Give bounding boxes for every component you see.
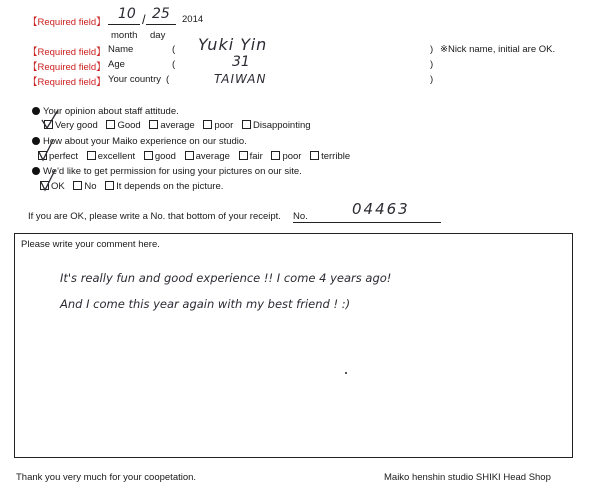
country-required-label: 【Required field】 [28, 77, 106, 88]
receipt-instruction: If you are OK, please write a No. that bottom of your receipt. [28, 211, 281, 222]
receipt-no-label: No. [293, 211, 308, 222]
name-close-paren: ) [430, 44, 434, 55]
checkbox-icon[interactable] [87, 151, 96, 160]
date-month-value: 10 [118, 6, 136, 22]
checkbox-icon[interactable] [239, 151, 248, 160]
age-close-paren: ) [430, 59, 434, 70]
day-underline [146, 24, 176, 25]
option-average[interactable]: average [185, 151, 230, 162]
checkbox-icon[interactable] [106, 120, 115, 129]
option-excellent[interactable]: excellent [87, 151, 136, 162]
option-poor[interactable]: poor [203, 120, 233, 131]
month-underline [108, 24, 140, 25]
country-open-paren: ( [166, 74, 170, 85]
date-day-value: 25 [152, 6, 170, 22]
checkbox-icon[interactable] [310, 151, 319, 160]
checkbox-icon[interactable] [144, 151, 153, 160]
checkbox-icon[interactable] [242, 120, 251, 129]
name-note: ※Nick name, initial are OK. [440, 44, 556, 55]
age-required-label: 【Required field】 [28, 62, 106, 73]
option-depends[interactable]: It depends on the picture. [105, 181, 223, 192]
name-label: Name [108, 44, 134, 55]
option-disappointing[interactable]: Disappointing [242, 120, 311, 131]
receipt-underline [293, 222, 441, 223]
ink-dot [345, 372, 347, 374]
footer-shop: Maiko henshin studio SHIKI Head Shop [384, 472, 551, 483]
options-picture-permission [40, 181, 229, 192]
options-maiko-experience [38, 151, 356, 162]
comment-line-1: It's really fun and good experience !! I come 4 years ago! [60, 271, 392, 285]
age-label: Age [108, 59, 125, 70]
receipt-no-value[interactable]: 04463 [352, 200, 410, 218]
bullet-icon [32, 107, 40, 115]
name-value[interactable]: Yuki Yin [198, 35, 268, 54]
check-mark-icon [36, 138, 56, 162]
comment-box[interactable] [14, 233, 573, 458]
name-open-paren: ( [172, 44, 176, 55]
name-required-label: 【Required field】 [28, 47, 106, 58]
checkbox-icon[interactable] [203, 120, 212, 129]
option-ok[interactable]: OK [40, 181, 65, 192]
option-poor[interactable]: poor [271, 151, 301, 162]
comment-prompt: Please write your comment here. [21, 239, 160, 250]
day-label: day [150, 30, 166, 41]
country-value[interactable]: TAIWAN [214, 72, 267, 86]
option-no[interactable]: No [73, 181, 96, 192]
date-year: 2014 [182, 14, 204, 25]
option-average[interactable]: average [149, 120, 194, 131]
question-maiko-experience: How about your Maiko experience on our studio. [32, 136, 247, 147]
checkbox-icon[interactable] [105, 181, 114, 190]
question-staff-attitude: Your opinion about staff attitude. [32, 106, 179, 117]
question-picture-permission: We'd like to get permission for using your pictures on our site. [32, 166, 302, 177]
option-perfect[interactable]: perfect [38, 151, 78, 162]
option-terrible[interactable]: terrible [310, 151, 350, 162]
option-fair[interactable]: fair [239, 151, 263, 162]
check-mark-icon [38, 168, 58, 192]
age-value[interactable]: 31 [232, 54, 250, 70]
date-required-label: 【Required field】 [28, 17, 106, 28]
date-slash: / [142, 12, 146, 27]
comment-line-2: And I come this year again with my best friend ! :) [60, 297, 351, 311]
check-mark-icon [40, 108, 60, 130]
age-open-paren: ( [172, 59, 176, 70]
checkbox-icon[interactable] [185, 151, 194, 160]
option-very-good[interactable]: Very good [44, 120, 98, 131]
footer-thanks: Thank you very much for your coopetation. [16, 472, 197, 483]
option-good[interactable]: Good [106, 120, 140, 131]
checkbox-icon[interactable] [149, 120, 158, 129]
country-close-paren: ) [430, 74, 434, 85]
month-label: month [111, 30, 138, 41]
option-good[interactable]: good [144, 151, 176, 162]
checkbox-icon[interactable] [73, 181, 82, 190]
checkbox-icon[interactable] [271, 151, 280, 160]
country-label: Your country [108, 74, 161, 85]
options-staff-attitude [44, 120, 317, 131]
